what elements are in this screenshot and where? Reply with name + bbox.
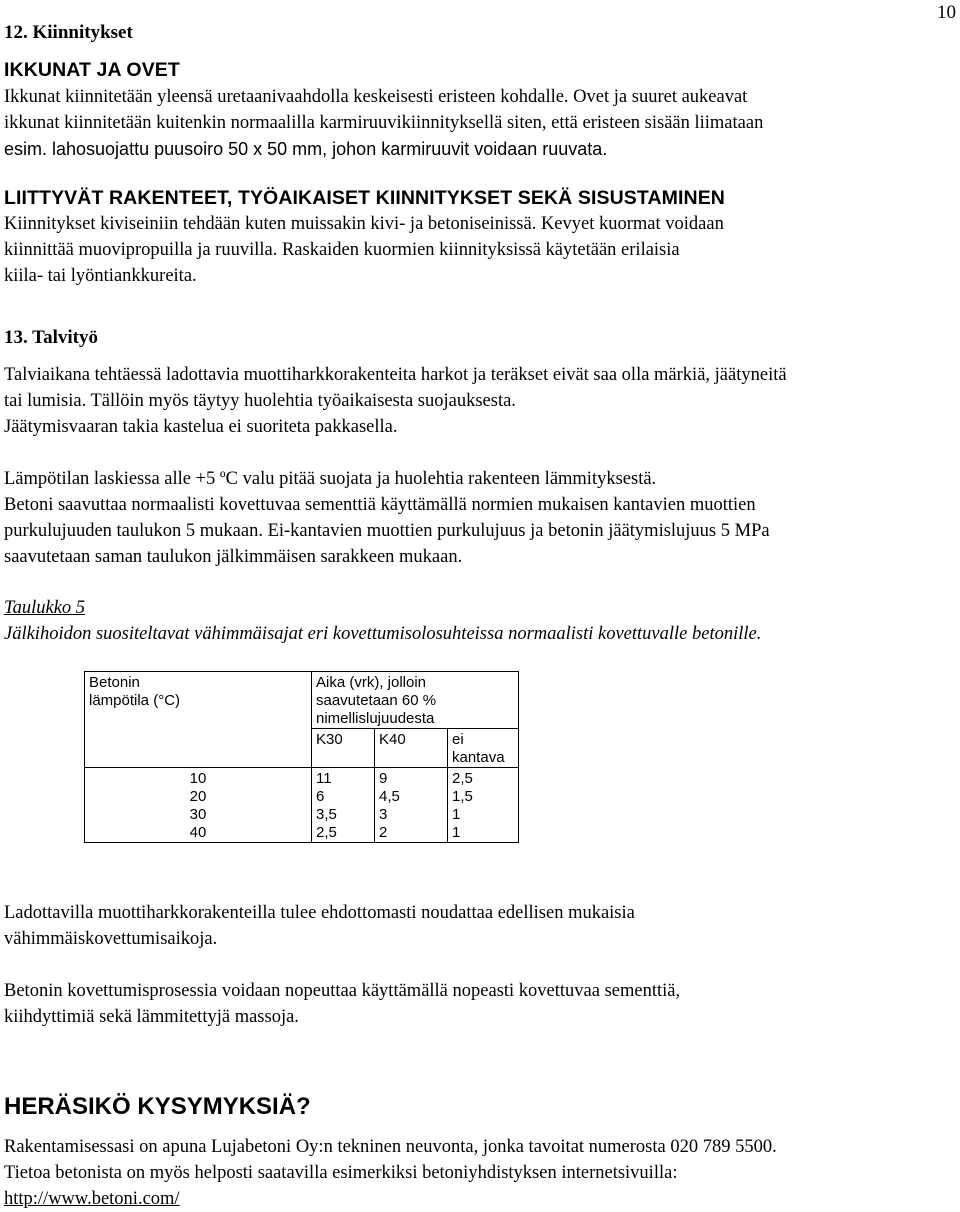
- non-bearing-header-line: ei: [452, 731, 464, 748]
- winter-paragraph-1: [4, 362, 956, 440]
- after-table-line: Ladottavilla muottiharkkorakenteilla tulee ehdottomasti noudattaa edellisen mukaisia: [4, 903, 635, 923]
- k40-value: 2: [379, 824, 388, 841]
- table-caption: Jälkihoidon suositeltavat vähimmäisajat eri kovettumisolosuhteissa normaalisti kovettuvalle betonille.: [4, 624, 762, 644]
- table-header-row: [85, 672, 519, 729]
- k30-value: 3,5: [316, 806, 337, 823]
- k40-value: 4,5: [379, 788, 400, 805]
- k40-value: 9: [379, 770, 388, 787]
- winter-line: saavutetaan saman taulukon jälkimmäisen sarakkeen mukaan.: [4, 547, 463, 567]
- table-row: [85, 768, 519, 843]
- k30-cell: [312, 768, 375, 843]
- temperature-value: 20: [189, 788, 207, 805]
- winter-line: Talviaikana tehtäessä ladottavia muottiharkkorakenteita harkot ja teräkset eivät saa olla märkiä, jäätyneitä: [4, 365, 787, 385]
- k30-value: 11: [316, 770, 332, 787]
- non-bearing-cell: [448, 768, 519, 843]
- after-table-line: vähimmäiskovettumisaikoja.: [4, 929, 218, 949]
- temperature-value: 40: [189, 824, 207, 841]
- winter-line: Jäätymisvaaran takia kastelua ei suoriteta pakkasella.: [4, 417, 398, 437]
- table-label: Taulukko 5: [4, 598, 86, 618]
- after-table-paragraph-1: [4, 900, 956, 952]
- winter-paragraph-2: [4, 466, 956, 570]
- questions-line: Rakentamisessasi on apuna Lujabetoni Oy:n tekninen neuvonta, jonka tavoitat numerosta 020 789 5500.: [4, 1137, 777, 1157]
- non-bearing-value: 2,5: [452, 770, 473, 787]
- temperature-cell: [85, 768, 312, 843]
- questions-heading: HERÄSIKÖ KYSYMYKSIÄ?: [4, 1093, 311, 1120]
- connected-line: kiinnittää muovipropuilla ja ruuvilla. Raskaiden kuormien kiinnityksissä käytetään erilaisia: [4, 240, 680, 260]
- time-header-line: nimellislujuudesta: [316, 710, 435, 727]
- k30-value: 2,5: [316, 824, 337, 841]
- k30-value: 6: [316, 788, 325, 805]
- curing-time-table: [84, 671, 519, 843]
- time-header-line: saavutetaan 60 %: [316, 692, 437, 709]
- windows-doors-line: Ikkunat kiinnitetään yleensä uretaanivaahdolla keskeisesti eristeen kohdalle. Ovet ja suuret aukeavat: [4, 87, 748, 107]
- non-bearing-header: [448, 729, 519, 768]
- k40-cell: [375, 768, 448, 843]
- temperature-value: 10: [189, 770, 207, 787]
- connected-structures-heading: LIITTYVÄT RAKENTEET, TYÖAIKAISET KIINNITYKSET SEKÄ SISUSTAMINEN: [4, 187, 725, 209]
- after-table-line: Betonin kovettumisprosessia voidaan nopeuttaa käyttämällä nopeasti kovettuvaa sementtiä,: [4, 981, 681, 1001]
- connected-line: Kiinnitykset kiviseiniin tehdään kuten muissakin kivi- ja betoniseinissä. Kevyet kuormat voidaan: [4, 214, 724, 234]
- connected-structures-paragraph: [4, 211, 956, 289]
- section-13-title: 13. Talvityö: [4, 327, 98, 348]
- winter-line: Betoni saavuttaa normaalisti kovettuvaa sementtiä käyttämällä normien mukaisen kantavien muottien: [4, 495, 756, 515]
- k30-header: K30: [312, 729, 375, 768]
- time-header-line: Aika (vrk), jolloin: [316, 674, 427, 691]
- connected-line: kiila- tai lyöntiankkureita.: [4, 266, 197, 286]
- non-bearing-header-line: kantava: [452, 749, 505, 766]
- page-number: 10: [937, 2, 956, 23]
- k40-header: K40: [375, 729, 448, 768]
- non-bearing-value: 1: [452, 806, 461, 823]
- winter-line: purkulujuuden taulukon 5 mukaan. Ei-kantavien muottien purkulujuus ja betonin jäätymislujuus 5 MPa: [4, 521, 770, 541]
- temperature-header-line: lämpötila (°C): [89, 692, 181, 709]
- questions-paragraph: [4, 1134, 956, 1212]
- winter-line: tai lumisia. Tällöin myös täytyy huolehtia työaikaisesta suojauksesta.: [4, 391, 516, 411]
- windows-doors-line: ikkunat kiinnitetään kuitenkin normaalilla karmiruuvikiinnityksellä siten, että eristeen sisään liimataan: [4, 113, 764, 133]
- temperature-value: 30: [189, 806, 207, 823]
- temperature-header-line: Betonin: [89, 674, 140, 691]
- time-header: [312, 672, 519, 729]
- temperature-header: [85, 672, 312, 768]
- winter-line: Lämpötilan laskiessa alle +5 ºC valu pitää suojata ja huolehtia rakenteen lämmityksestä.: [4, 469, 657, 489]
- section-12-title: 12. Kiinnitykset: [4, 22, 133, 43]
- windows-doors-paragraph: [4, 84, 956, 162]
- non-bearing-value: 1: [452, 824, 461, 841]
- after-table-line: kiihdyttimiä sekä lämmitettyjä massoja.: [4, 1007, 299, 1027]
- after-table-paragraph-2: [4, 978, 956, 1030]
- windows-doors-line: esim. lahosuojattu puusoiro 50 x 50 mm, johon karmiruuvit voidaan ruuvata.: [4, 139, 608, 159]
- questions-line: Tietoa betonista on myös helposti saatavilla esimerkiksi betoniyhdistyksen internetsivuilla:: [4, 1163, 678, 1183]
- windows-doors-heading: IKKUNAT JA OVET: [4, 59, 180, 81]
- table-caption-block: [4, 595, 956, 647]
- k40-value: 3: [379, 806, 388, 823]
- betoni-website-link[interactable]: http://www.betoni.com/: [4, 1189, 180, 1209]
- non-bearing-value: 1,5: [452, 788, 473, 805]
